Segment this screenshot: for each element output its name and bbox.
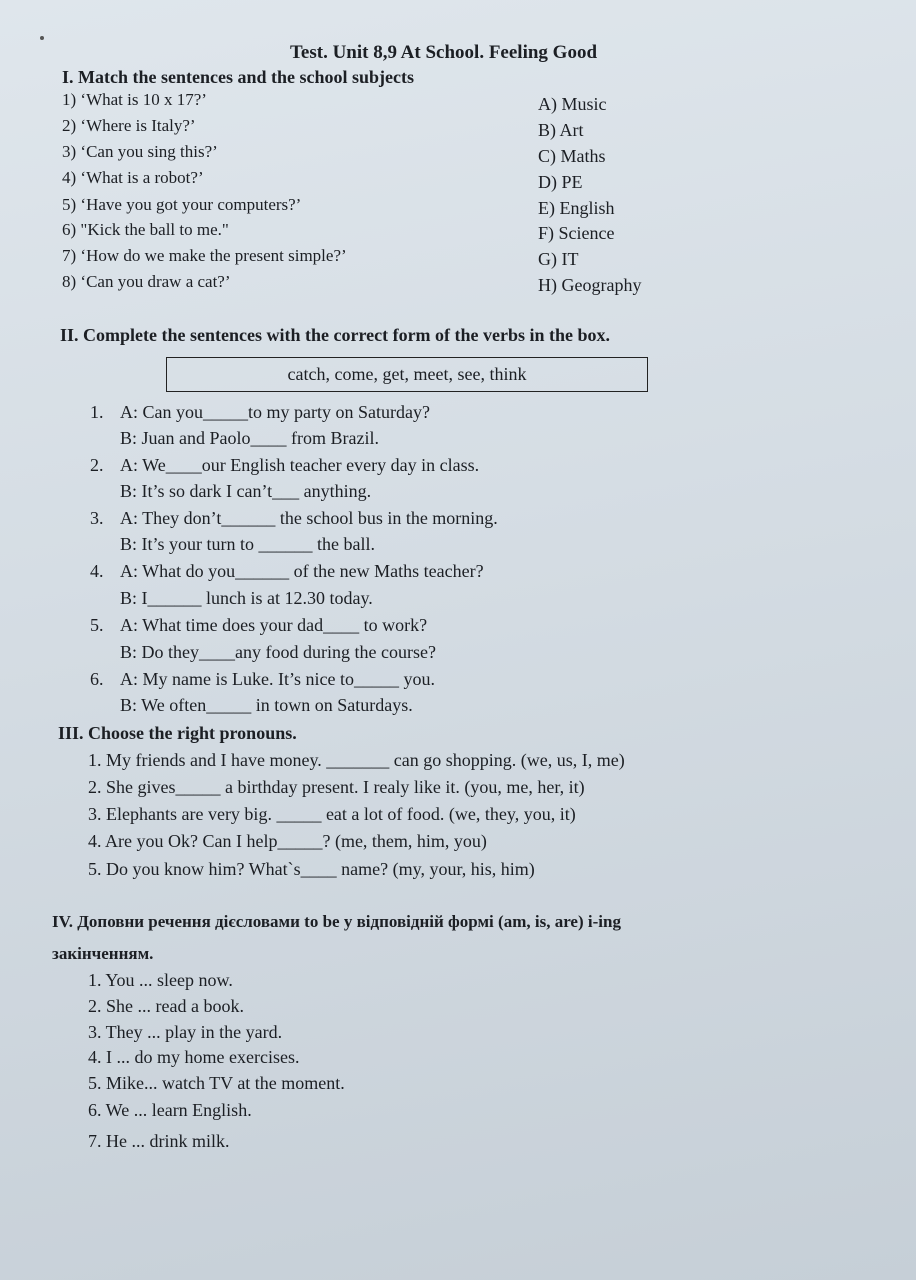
match-question: 7) ‘How do we make the present simple?’	[62, 246, 347, 265]
section-3-heading: III. Choose the right pronouns.	[58, 723, 297, 743]
subject-option: D) PE	[538, 172, 583, 192]
page-title: Test. Unit 8,9 At School. Feeling Good	[290, 42, 598, 63]
pronoun-item: 2. She gives_____ a birthday present. I realy like it. (you, me, her, it)	[88, 777, 585, 797]
section-1-heading: I. Match the sentences and the school subjects	[62, 67, 414, 87]
tobe-item: 3. They ... play in the yard.	[88, 1022, 283, 1042]
exercise-line: A: We____our English teacher every day in class.	[120, 455, 480, 475]
subject-option: C) Maths	[538, 146, 606, 166]
tobe-item: 4. I ... do my home exercises.	[88, 1047, 300, 1067]
tobe-item: 2. She ... read a book.	[88, 996, 244, 1016]
match-question: 8) ‘Can you draw a cat?’	[62, 272, 231, 291]
pronoun-item: 4. Are you Ok? Can I help_____? (me, them, him, you)	[88, 831, 487, 851]
subject-option: E) English	[538, 198, 615, 218]
exercise-line: B: It’s so dark I can’t___ anything.	[120, 481, 372, 501]
section-2-heading: II. Complete the sentences with the correct form of the verbs in the box.	[60, 325, 611, 345]
match-question: 4) ‘What is a robot?’	[62, 168, 204, 187]
match-question: 5) ‘Have you got your computers?’	[62, 195, 302, 214]
item-number: 2.	[90, 455, 104, 475]
exercise-line: A: My name is Luke. It’s nice to_____ you.	[120, 669, 435, 689]
tobe-item: 5. Mike... watch TV at the moment.	[88, 1073, 345, 1093]
exercise-line: A: They don’t______ the school bus in the morning.	[120, 508, 498, 528]
tobe-item: 7. He ... drink milk.	[88, 1131, 230, 1151]
pronoun-item: 3. Elephants are very big. _____ eat a lot of food. (we, they, you, it)	[88, 804, 576, 824]
match-question: 3) ‘Can you sing this?’	[62, 142, 218, 161]
match-question: 6) "Kick the ball to me."	[62, 220, 229, 239]
exercise-line: B: We often_____ in town on Saturdays.	[120, 695, 413, 715]
item-number: 3.	[90, 508, 104, 528]
subject-option: H) Geography	[538, 275, 642, 295]
item-number: 4.	[90, 561, 104, 581]
verb-box-text: catch, come, get, meet, see, think	[287, 364, 527, 384]
match-question: 2) ‘Where is Italy?’	[62, 116, 196, 135]
exercise-line: B: Do they____any food during the course?	[120, 642, 436, 662]
section-4-heading: IV. Доповни речення дієсловами to be у відповідній формі (am, is, are) i-ing	[52, 912, 621, 931]
exercise-line: A: Can you_____to my party on Saturday?	[120, 402, 430, 422]
exercise-line: A: What do you______ of the new Maths teacher?	[120, 561, 484, 581]
paper-speck	[40, 36, 44, 40]
exercise-line: B: I______ lunch is at 12.30 today.	[120, 588, 373, 608]
exercise-line: B: It’s your turn to ______ the ball.	[120, 534, 375, 554]
item-number: 5.	[90, 615, 104, 635]
subject-option: A) Music	[538, 94, 607, 114]
pronoun-item: 5. Do you know him? What`s____ name? (my, your, his, him)	[88, 859, 535, 879]
subject-option: G) IT	[538, 249, 579, 269]
item-number: 6.	[90, 669, 104, 689]
item-number: 1.	[90, 402, 104, 422]
tobe-item: 6. We ... learn English.	[88, 1100, 252, 1120]
verb-box	[166, 357, 648, 392]
pronoun-item: 1. My friends and I have money. _______ can go shopping. (we, us, I, me)	[88, 750, 625, 770]
match-question: 1) ‘What is 10 x 17?’	[62, 90, 207, 109]
exercise-line: B: Juan and Paolo____ from Brazil.	[120, 428, 379, 448]
section-4-heading-cont: закінченням.	[52, 944, 154, 963]
tobe-item: 1. You ... sleep now.	[88, 970, 233, 990]
subject-option: F) Science	[538, 223, 615, 243]
subject-option: B) Art	[538, 120, 584, 140]
exercise-line: A: What time does your dad____ to work?	[120, 615, 428, 635]
